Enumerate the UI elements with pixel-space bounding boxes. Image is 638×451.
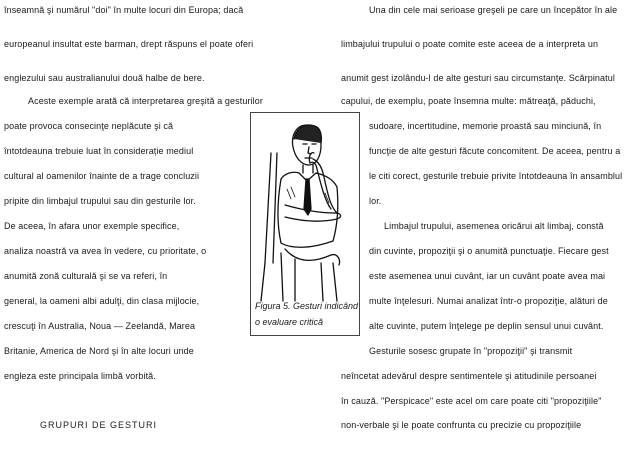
right-text-line: funcţie de alte gesturi făcute concomitent. De aceea, pentru a <box>369 146 621 156</box>
figure-caption-line1: Figura 5. Gesturi indicând <box>255 301 359 311</box>
right-text-line: alte cuvinte, putem înţelege pe deplin sensul unui cuvânt. <box>369 321 604 331</box>
right-text-line: este asemenea unui cuvânt, iar un cuvânt poate avea mai <box>369 271 606 281</box>
right-text-line: le citi corect, gesturile trebuie privite întotdeauna în ansamblul <box>369 171 623 181</box>
figure-caption-line2: o evaluare critică <box>255 317 324 327</box>
right-text-line: din cuvinte, propoziţii şi o anumită punctuaţie. Fiecare gest <box>369 246 609 256</box>
right-text-line: limbajului trupului o poate comite este aceea de a interpreta un <box>341 39 599 49</box>
left-text-line: cultural al oamenilor înainte de a trage concluzii <box>4 171 200 181</box>
left-text-line: întotdeauna trebuie luat în considerație mediul <box>4 146 194 156</box>
right-text-line: non-verbale şi le poate confrunta cu precizie cu propoziţiile <box>341 420 582 430</box>
right-text-line: lor. <box>369 196 382 206</box>
right-paragraph-start: Limbajul trupului, asemenea oricărui alt limbaj, constă <box>384 221 604 231</box>
right-paragraph-start: Una din cele mai serioase greşeli pe care un începător în ale <box>369 5 618 15</box>
left-text-line: analiza noastră va avea în vedere, cu prioritate, o <box>4 246 207 256</box>
right-text-line: neîncetat adevărul despre sentimentele şi atitudinile persoanei <box>341 371 597 381</box>
right-text-line: multe înţelesuri. Numai analizat într-o propoziţie, alături de <box>369 296 608 306</box>
left-text-line: englezului sau australianului două halbe de bere. <box>4 73 205 83</box>
left-text-line: pripite din limbajul trupului sau din gesturile lor. <box>4 196 196 206</box>
man-thinking-illustration <box>251 113 359 303</box>
left-text-line: engleza este principala limbă vorbită. <box>4 371 156 381</box>
left-paragraph-start: Aceste exemple arată că interpretarea greşită a gesturilor <box>28 96 263 106</box>
left-text-line: poate provoca consecinţe neplăcute şi că <box>4 121 174 131</box>
left-text-line: crescuţi în Australia, Noua — Zeelandă, Marea <box>4 321 196 331</box>
left-text-line: europeanul insultat este barman, drept răspuns el poate oferi <box>4 39 254 49</box>
right-text-line: capului, de exemplu, poate însemna multe: mătreaţă, păduchi, <box>341 96 596 106</box>
right-paragraph-start: Gesturile sosesc grupate în "propoziţii" şi transmit <box>369 346 573 356</box>
left-text-line: general, la oameni albi adulţi, din clasa mijlocie, <box>4 296 200 306</box>
section-heading: GRUPURI DE GESTURI <box>40 420 158 430</box>
left-text-line: Britanie, America de Nord şi în alte locuri unde <box>4 346 194 356</box>
right-text-line: anumit gest izolându-l de alte gesturi sau circumstanţe. Scărpinatul <box>341 73 615 83</box>
right-text-line: sudoare, incertitudine, memorie proastă sau minciună, în <box>369 121 602 131</box>
left-text-line: anumită zonă culturală şi se va referi, în <box>4 271 168 281</box>
figure-box <box>250 112 360 336</box>
left-text-line: De aceea, în afara unor exemple specifice, <box>4 221 180 231</box>
left-text-line: înseamnă şi numărul "doi" în multe locuri din Europa; dacă <box>4 5 244 15</box>
right-text-line: în cauză. "Perspicace" este acel om care poate citi "propoziţiile" <box>341 396 602 406</box>
